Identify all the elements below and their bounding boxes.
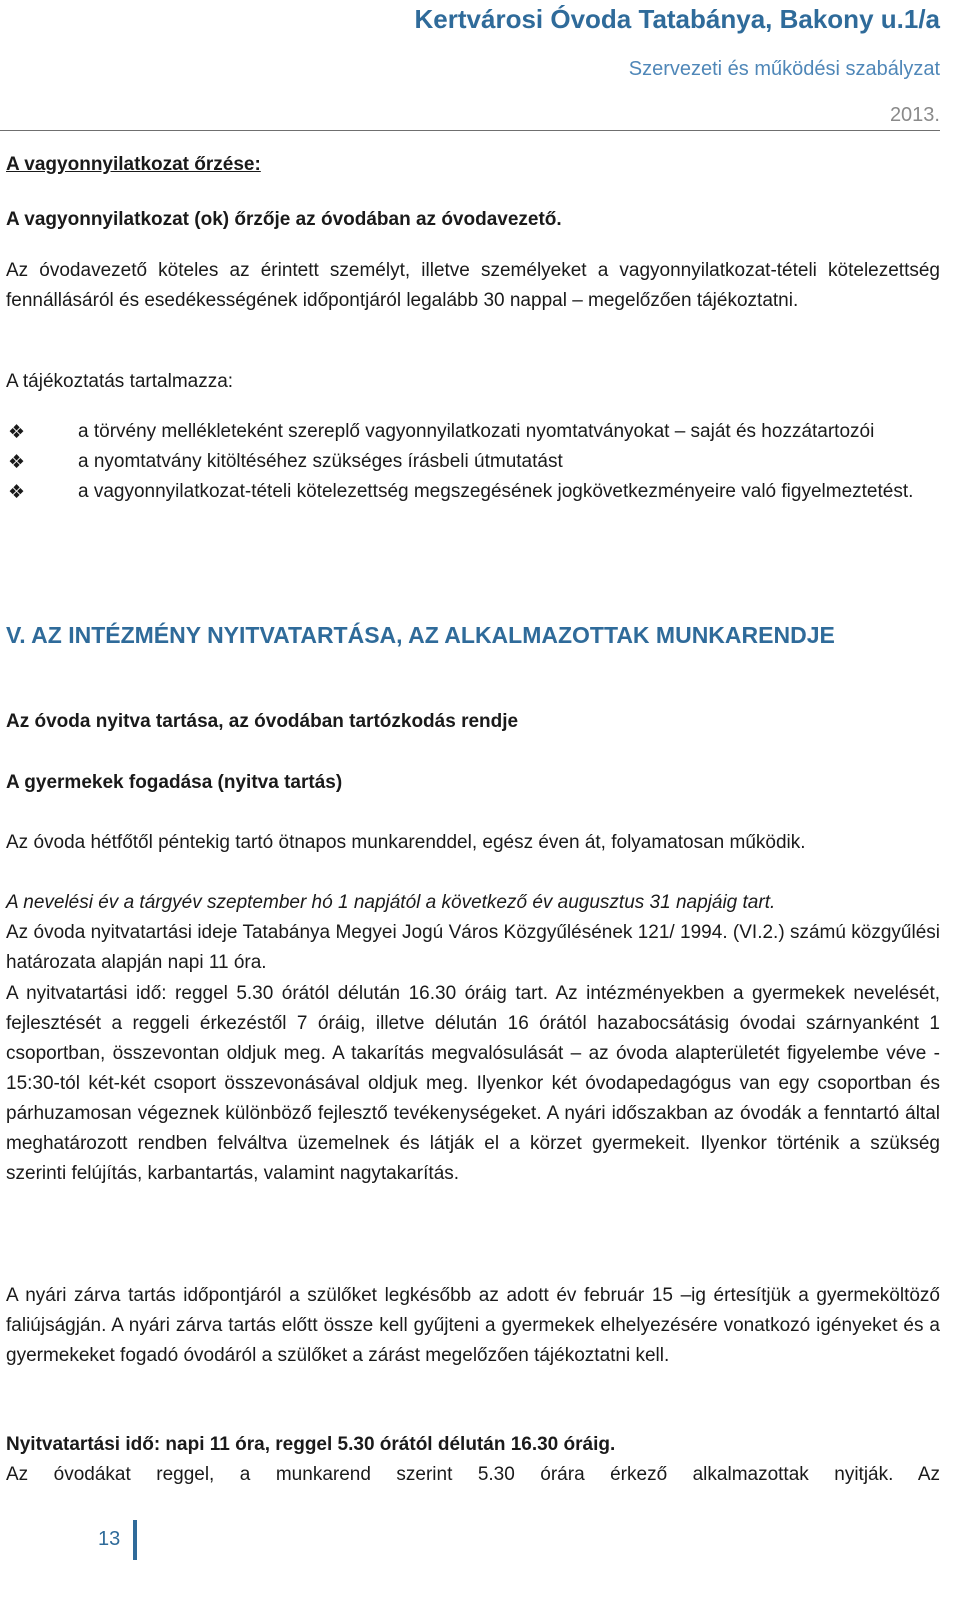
list-item	[6, 417, 940, 447]
asset-heading: A vagyonnyilatkozat őrzése:	[6, 154, 261, 175]
list-item-text: a vagyonnyilatkozat-tételi kötelezettség megszegésének jogkövetkezményeire való figyelmeztetést.	[78, 481, 914, 502]
list-item	[6, 477, 940, 507]
sub2-block	[6, 768, 940, 798]
info-bullet-list-block	[6, 417, 940, 507]
asset-paragraph-block	[6, 256, 940, 316]
asset-section	[6, 150, 940, 180]
header-document-subtitle: Szervezeti és működési szabályzat	[628, 58, 940, 80]
sub1-block	[6, 707, 940, 737]
subheading-opening-rules: Az óvoda nyitva tartása, az óvodában tartózkodás rendje	[6, 711, 519, 732]
asset-paragraph: Az óvodavezető köteles az érintett személyt, illetve személyeket a vagyonnyilatkozat-tételi kötelezettség fennállásáról és esedékességének időpontjáról legalább 30 nappal – megelőzően tájékoztatni.	[6, 260, 940, 311]
bold-hours-block	[6, 1430, 940, 1460]
list-item-text: a nyomtatvány kitöltéséhez szükséges írásbeli útmutatást	[78, 451, 563, 472]
paragraph-opening-summary: Nyitvatartási idő: napi 11 óra, reggel 5.30 órától délután 16.30 óráig.	[6, 1434, 616, 1455]
diamond-bullet-icon: ❖	[8, 421, 26, 443]
subheading-child-reception: A gyermekek fogadása (nyitva tartás)	[6, 772, 343, 793]
info-bullet-list	[6, 417, 940, 507]
asset-keeper-text: A vagyonnyilatkozat (ok) őrzője az óvodában az óvodavezető.	[6, 209, 562, 230]
workweek-block	[6, 828, 940, 858]
diamond-bullet-icon: ❖	[8, 451, 26, 473]
header-institution-title: Kertvárosi Óvoda Tatabánya, Bakony u.1/a	[414, 4, 940, 34]
section-v-heading: V. AZ INTÉZMÉNY NYITVATARTÁSA, AZ ALKALMAZOTTAK MUNKARENDJE	[6, 622, 835, 648]
page-number: 13	[98, 1528, 121, 1550]
paragraph-workweek: Az óvoda hétfőtől péntekig tartó ötnapos munkarenddel, egész éven át, folyamatosan működik.	[6, 832, 806, 853]
paragraph-decree: Az óvoda nyitvatartási ideje Tatabánya Megyei Jogú Város Közgyűlésének 121/ 1994. (VI.2.) számú közgyűlési határozata alapján napi 11 óra.	[6, 922, 940, 973]
decree-block	[6, 918, 940, 978]
paragraph-summer-closure: A nyári zárva tartás időpontjáról a szülőket legkésőbb az adott év február 15 –ig értesítjük a gyermeköltöző faliújságján. A nyári zárva tartás előtt össze kell gyűjteni a gyermekek elhelyezésére vonatkozó igényeket és a gyermekeket fogadó óvodáról a szülőket a zárást megelőzően tájékoztatni kell.	[6, 1285, 940, 1366]
paragraph-opening-staff: Az óvodákat reggel, a munkarend szerint 5.30 órára érkező alkalmazottak nyitják. Az	[6, 1464, 940, 1485]
page-number-accent-bar	[133, 1520, 137, 1560]
summer-block	[6, 1281, 940, 1371]
section-v-heading-block	[6, 620, 940, 650]
diamond-bullet-icon: ❖	[8, 481, 26, 503]
header-year: 2013.	[889, 104, 940, 126]
last-block	[6, 1460, 940, 1490]
asset-keeper-block	[6, 205, 940, 235]
paragraph-educational-year: A nevelési év a tárgyév szeptember hó 1 napjától a következő év augusztus 31 napjáig tart.	[6, 892, 776, 913]
info-intro: A tájékoztatás tartalmazza:	[6, 371, 234, 392]
paragraph-opening-hours: A nyitvatartási idő: reggel 5.30 órától délután 16.30 óráig tart. Az intézményekben a gyermekek nevelését, fejlesztését a reggeli érkezéstől 7 óráig, illetve délután 16 órától hazabocsátásig óvodai szárnyanként 1 csoportban, összevontan oldjuk meg. A takarítás megvalósulását – az óvoda alapterületét figyelembe véve - 15:30-tól két-két csoport összevonásával oldjuk meg. Ilyenkor két óvodapedagógus van egy csoportban és párhuzamosan végeznek különböző fejlesztő tevékenységeket. A nyári időszakban az óvodák a fenntartó által meghatározott rendben felváltva üzemelnek és látják el a körzet gyermekeit. Ilyenkor történik a szükség szerinti felújítás, karbantartás, valamint nagytakarítás.	[6, 983, 940, 1184]
year-block	[6, 888, 940, 918]
list-item	[6, 447, 940, 477]
hours-block	[6, 979, 940, 1189]
list-item-text: a törvény mellékleteként szereplő vagyonnyilatkozati nyomtatványokat – saját és hozzátartozói	[78, 421, 875, 442]
header-divider	[0, 130, 940, 131]
info-intro-block	[6, 367, 940, 397]
